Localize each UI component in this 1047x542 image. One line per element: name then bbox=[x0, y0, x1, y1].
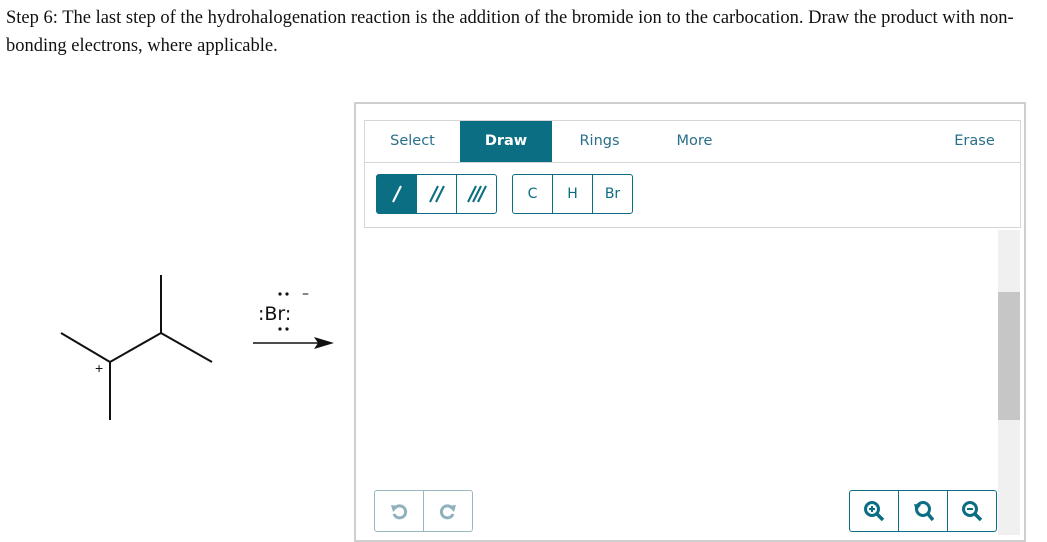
tab-more[interactable]: More bbox=[676, 133, 713, 149]
editor-tabs bbox=[365, 121, 1020, 163]
redo-button[interactable] bbox=[423, 491, 472, 531]
double-bond-icon bbox=[426, 183, 448, 205]
vertical-scrollbar[interactable] bbox=[998, 230, 1020, 535]
bond bbox=[161, 333, 212, 362]
bond bbox=[110, 333, 161, 362]
zoom-reset-button[interactable] bbox=[898, 491, 947, 531]
editor-toolbar bbox=[364, 120, 1021, 228]
triple-bond-button[interactable] bbox=[456, 174, 497, 214]
triple-bond-icon bbox=[465, 183, 489, 205]
history-controls bbox=[374, 490, 473, 532]
undo-button[interactable] bbox=[375, 491, 423, 531]
bromide-reagent: :Br: bbox=[258, 303, 292, 325]
undo-icon bbox=[390, 502, 408, 520]
carbocation-structure bbox=[0, 260, 360, 440]
double-bond-button[interactable] bbox=[416, 174, 457, 214]
drawing-editor[interactable] bbox=[354, 102, 1026, 542]
tab-draw[interactable]: Draw bbox=[460, 121, 552, 162]
scrollbar-thumb[interactable] bbox=[998, 292, 1020, 420]
tab-rings[interactable]: Rings bbox=[579, 133, 620, 149]
single-bond-icon bbox=[387, 183, 407, 205]
reaction-scheme bbox=[0, 260, 360, 440]
zoom-out-icon bbox=[961, 500, 983, 522]
tab-erase[interactable]: Erase bbox=[954, 133, 995, 149]
bond bbox=[61, 333, 110, 362]
zoom-in-button[interactable] bbox=[850, 491, 898, 531]
zoom-in-icon bbox=[863, 500, 885, 522]
zoom-controls bbox=[849, 490, 997, 532]
bond-tool-group bbox=[376, 174, 497, 214]
negative-charge: – bbox=[302, 286, 309, 302]
atom-br-button[interactable]: Br bbox=[592, 174, 633, 214]
atom-h-button[interactable]: H bbox=[552, 174, 593, 214]
redo-icon bbox=[439, 502, 457, 520]
single-bond-button[interactable] bbox=[376, 174, 417, 214]
plus-charge: + bbox=[95, 360, 104, 376]
atom-c-button[interactable]: C bbox=[512, 174, 553, 214]
zoom-reset-icon bbox=[912, 500, 934, 522]
atom-tool-group bbox=[512, 174, 633, 214]
tab-select[interactable]: Select bbox=[390, 133, 435, 149]
zoom-out-button[interactable] bbox=[947, 491, 996, 531]
question-text: Step 6: The last step of the hydrohalogenation reaction is the addition of the bromide ion to the carbocation. Draw the product with non-bonding electrons, where applicable. bbox=[6, 8, 1014, 56]
